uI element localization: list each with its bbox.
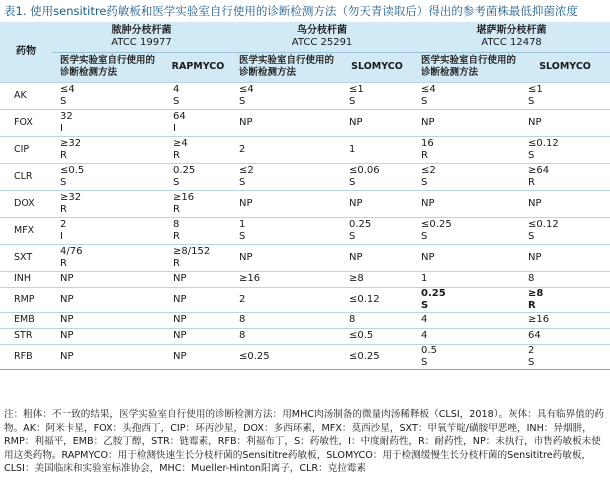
mic-value: NP <box>173 330 187 342</box>
subcol-slomyco: SLOMYCO <box>341 52 413 82</box>
mic-cell <box>165 136 231 163</box>
subcol-rapmyco: RAPMYCO <box>165 52 231 82</box>
mic-value: 8 <box>528 273 535 285</box>
table-row <box>0 217 610 244</box>
mic-value: ≤0.06 <box>349 165 380 176</box>
mic-cell <box>520 244 610 271</box>
mic-value: NP <box>60 330 74 342</box>
susceptibility-category: S <box>173 95 180 107</box>
drug-name: INH <box>14 273 32 285</box>
organism-header-kansasii <box>413 22 610 52</box>
mic-value: ≤4 <box>239 84 254 95</box>
mic-cell <box>520 163 610 190</box>
susceptibility-category: R <box>421 149 428 161</box>
organism-header-avium <box>231 22 413 52</box>
drug-name: FOX <box>14 116 33 128</box>
subcol-ldt: 医学实验室自行使用的诊断检测方法 <box>413 52 520 82</box>
drug-name: AK <box>14 89 27 101</box>
mic-cell <box>413 287 520 312</box>
table-row <box>0 344 610 369</box>
mic-value: NP <box>60 273 74 285</box>
mic-cell <box>52 109 165 136</box>
table-row <box>0 82 610 109</box>
mic-cell <box>231 82 341 109</box>
mic-value: ≤4 <box>60 84 75 95</box>
mic-value: 8 <box>239 330 246 342</box>
mic-value: NP <box>349 197 363 209</box>
susceptibility-category: S <box>528 95 535 107</box>
mic-cell <box>165 109 231 136</box>
mic-value: NP <box>60 350 74 362</box>
mic-value: ≤4 <box>421 84 436 95</box>
susceptibility-category: R <box>60 257 67 269</box>
mic-cell <box>413 312 520 328</box>
table-row <box>0 328 610 344</box>
mic-cell <box>52 82 165 109</box>
mic-value: 64 <box>528 330 541 342</box>
mic-cell <box>341 328 413 344</box>
mic-cell <box>231 109 341 136</box>
mic-cell <box>413 271 520 287</box>
mic-value: ≤0.25 <box>239 350 270 362</box>
drug-name: CIP <box>14 143 30 155</box>
mic-value: NP <box>349 251 363 263</box>
table-row <box>0 136 610 163</box>
susceptibility-category: R <box>173 257 180 269</box>
mic-cell <box>52 244 165 271</box>
mic-value: NP <box>173 293 187 305</box>
table-body <box>0 82 610 369</box>
mic-value: ≤0.25 <box>421 219 452 230</box>
mic-value: 64 <box>173 111 186 122</box>
mic-value: ≤1 <box>528 84 543 95</box>
mic-cell <box>165 163 231 190</box>
mic-value: ≥32 <box>60 138 82 149</box>
mic-cell <box>165 328 231 344</box>
mic-value: 8 <box>349 314 356 326</box>
mic-cell <box>413 344 520 369</box>
mic-value: NP <box>173 350 187 362</box>
mic-cell <box>165 271 231 287</box>
mic-value: NP <box>421 197 435 209</box>
susceptibility-category: S <box>421 176 428 188</box>
susceptibility-category: I <box>60 230 63 242</box>
mic-value: ≤1 <box>349 84 364 95</box>
drug-name: DOX <box>14 197 35 209</box>
mic-cell <box>165 82 231 109</box>
mic-value: NP <box>239 116 253 128</box>
table-row <box>0 312 610 328</box>
mic-value: NP <box>239 197 253 209</box>
mic-cell <box>231 163 341 190</box>
mic-cell <box>165 190 231 217</box>
mic-cell <box>520 109 610 136</box>
mic-cell <box>165 244 231 271</box>
mic-cell <box>341 344 413 369</box>
susceptibility-category: R <box>60 203 67 215</box>
table-row <box>0 109 610 136</box>
organism-atcc: ATCC 19977 <box>111 36 172 48</box>
mic-cell <box>520 312 610 328</box>
susceptibility-category: S <box>528 149 535 161</box>
mic-value: NP <box>421 251 435 263</box>
mic-value: 1 <box>421 273 428 285</box>
mic-cell <box>231 136 341 163</box>
mic-cell <box>520 344 610 369</box>
drug-name: RFB <box>14 350 33 362</box>
mic-value: ≤2 <box>421 165 436 176</box>
mic-value: 0.25 <box>421 288 446 299</box>
mic-cell <box>413 328 520 344</box>
susceptibility-category: S <box>421 299 429 311</box>
drug-name: CLR <box>14 170 33 182</box>
mic-value: ≥32 <box>60 192 82 203</box>
drug-column-header: 药物 <box>0 22 52 82</box>
mic-cell <box>165 217 231 244</box>
drug-name: STR <box>14 330 33 342</box>
mic-cell <box>231 344 341 369</box>
susceptibility-category: S <box>421 230 428 242</box>
mic-cell <box>231 312 341 328</box>
mic-value: ≤0.12 <box>528 219 559 230</box>
mic-cell <box>341 82 413 109</box>
mic-cell <box>341 217 413 244</box>
susceptibility-category: I <box>173 122 176 134</box>
mic-cell <box>341 136 413 163</box>
table-caption: 表1. 使用sensititre药敏板和医学实验室自行使用的诊断检测方法（勿天青读取后）得出的参考菌株最低抑菌浓度 <box>4 4 578 18</box>
mic-value: NP <box>349 116 363 128</box>
mic-value: ≥8/152 <box>173 246 211 257</box>
mic-cell <box>413 136 520 163</box>
drug-name: MFX <box>14 224 35 236</box>
susceptibility-category: S <box>349 95 356 107</box>
susceptibility-category: R <box>173 230 180 242</box>
mic-value: 8 <box>173 219 180 230</box>
mic-cell <box>52 217 165 244</box>
mic-cell <box>52 328 165 344</box>
susceptibility-category: I <box>60 122 63 134</box>
mic-value: NP <box>173 314 187 326</box>
susceptibility-category: S <box>528 230 535 242</box>
mic-cell <box>520 82 610 109</box>
susceptibility-category: S <box>528 356 535 368</box>
mic-cell <box>413 109 520 136</box>
mic-value: NP <box>528 197 542 209</box>
mic-cell <box>52 344 165 369</box>
mic-value: ≥64 <box>528 165 550 176</box>
mic-cell <box>52 190 165 217</box>
mic-value: ≤2 <box>239 165 254 176</box>
susceptibility-category: R <box>173 203 180 215</box>
mic-cell <box>341 287 413 312</box>
mic-cell <box>231 271 341 287</box>
mic-value: 1 <box>349 143 356 155</box>
mic-cell <box>520 271 610 287</box>
mic-value: 2 <box>239 143 246 155</box>
mic-value: ≤0.12 <box>528 138 559 149</box>
susceptibility-category: S <box>239 176 246 188</box>
mic-cell <box>52 163 165 190</box>
mic-value: 1 <box>239 219 246 230</box>
mic-cell <box>341 312 413 328</box>
mic-cell <box>231 244 341 271</box>
mic-cell <box>165 312 231 328</box>
susceptibility-category: S <box>60 176 67 188</box>
mic-value: ≥16 <box>239 273 261 285</box>
mic-value: NP <box>421 116 435 128</box>
mic-value: 16 <box>421 138 434 149</box>
mic-cell <box>231 217 341 244</box>
mic-value: 8 <box>239 314 246 326</box>
mic-cell <box>341 163 413 190</box>
susceptibility-category: S <box>239 230 246 242</box>
mic-cell <box>520 136 610 163</box>
mic-value: 4/76 <box>60 246 83 257</box>
mic-cell <box>165 344 231 369</box>
table-row <box>0 190 610 217</box>
mic-value: ≥16 <box>173 192 195 203</box>
susceptibility-category: S <box>421 356 428 368</box>
organism-atcc: ATCC 25291 <box>291 36 353 48</box>
susceptibility-category: R <box>173 149 180 161</box>
subcol-ldt: 医学实验室自行使用的诊断检测方法 <box>52 52 165 82</box>
organism-header-abscessus <box>52 22 231 52</box>
mic-cell <box>52 287 165 312</box>
mic-cell <box>341 190 413 217</box>
mic-cell <box>231 287 341 312</box>
susceptibility-category: R <box>528 176 535 188</box>
mic-value: NP <box>173 273 187 285</box>
mic-cell <box>520 190 610 217</box>
organism-name: 脓肿分枝杆菌 <box>111 24 172 36</box>
susceptibility-category: R <box>60 149 67 161</box>
mic-cell <box>231 328 341 344</box>
mic-cell <box>231 190 341 217</box>
mic-value: NP <box>239 251 253 263</box>
mic-table <box>0 22 610 370</box>
mic-value: 4 <box>421 330 428 342</box>
mic-value: 4 <box>421 314 428 326</box>
susceptibility-category: S <box>421 95 428 107</box>
mic-cell <box>520 287 610 312</box>
mic-value: ≥16 <box>528 314 550 326</box>
susceptibility-category: S <box>349 230 356 242</box>
mic-value: 2 <box>239 293 246 305</box>
mic-value: 32 <box>60 111 73 122</box>
mic-cell <box>413 217 520 244</box>
mic-cell <box>341 109 413 136</box>
mic-value: 0.25 <box>349 219 372 230</box>
drug-name: SXT <box>14 251 33 263</box>
mic-value: ≤0.12 <box>349 293 380 305</box>
mic-value: ≤0.5 <box>349 330 374 342</box>
organism-name: 鸟分枝杆菌 <box>297 24 348 36</box>
mic-cell <box>165 287 231 312</box>
mic-cell <box>413 82 520 109</box>
mic-value: 2 <box>528 345 535 356</box>
mic-cell <box>413 190 520 217</box>
drug-name: EMB <box>14 314 35 326</box>
susceptibility-category: R <box>528 299 536 311</box>
mic-cell <box>52 271 165 287</box>
table-row <box>0 244 610 271</box>
mic-value: NP <box>528 116 542 128</box>
mic-value: NP <box>528 251 542 263</box>
mic-value: NP <box>60 293 74 305</box>
subcol-ldt: 医学实验室自行使用的诊断检测方法 <box>231 52 341 82</box>
mic-value: ≥8 <box>528 288 544 299</box>
susceptibility-category: S <box>60 95 67 107</box>
susceptibility-category: S <box>239 95 246 107</box>
mic-value: ≥8 <box>349 273 364 285</box>
table-row <box>0 163 610 190</box>
mic-value: 4 <box>173 84 180 95</box>
table-footnote: 注：粗体：不一致的结果，医学实验室自行使用的诊断检测方法：用MHC肉汤制备的微量肉汤稀释板（CLSI，2018）。灰体：具有临界值的药物。AK：阿米卡星，FOX：头孢西丁，CIP：环丙沙星，DOX：多西环素，MFX：莫西沙星，SXT：甲氧苄啶/磺胺甲恶唑，INH：异烟肼，RMP：利福平，EMB：乙胺丁醇，STR：链霉素，RFB：利福布丁，S：药敏性，I：中度耐药性，R：耐药性，NP：未执行，市售药敏板未使用这类药物。RAPMYCO：用于检测快速生长分枝杆菌的Sensititre药敏板，SLOMYCO：用于检测缓慢生长分枝杆菌的Sensititre药敏板，CLSI：美国临床和实验室标准协会，MHC：Mueller-Hinton阳离子，CLR：克拉霉素 <box>4 409 605 474</box>
subcol-slomyco: SLOMYCO <box>520 52 610 82</box>
table-row <box>0 271 610 287</box>
mic-value: ≤0.5 <box>60 165 85 176</box>
mic-cell <box>413 244 520 271</box>
organism-atcc: ATCC 12478 <box>481 36 542 48</box>
mic-value: ≤0.25 <box>349 350 380 362</box>
mic-cell <box>341 244 413 271</box>
mic-cell <box>341 271 413 287</box>
mic-cell <box>52 312 165 328</box>
susceptibility-category: S <box>349 176 356 188</box>
mic-value: 0.5 <box>421 345 437 356</box>
mic-value: 0.25 <box>173 165 196 176</box>
mic-cell <box>413 163 520 190</box>
table-row <box>0 287 610 312</box>
mic-cell <box>52 136 165 163</box>
organism-name: 堪萨斯分枝杆菌 <box>476 24 547 36</box>
mic-value: ≥4 <box>173 138 188 149</box>
mic-value: NP <box>60 314 74 326</box>
mic-cell <box>520 328 610 344</box>
drug-name: RMP <box>14 293 35 305</box>
mic-value: 2 <box>60 219 67 230</box>
susceptibility-category: S <box>173 176 180 188</box>
mic-cell <box>520 217 610 244</box>
